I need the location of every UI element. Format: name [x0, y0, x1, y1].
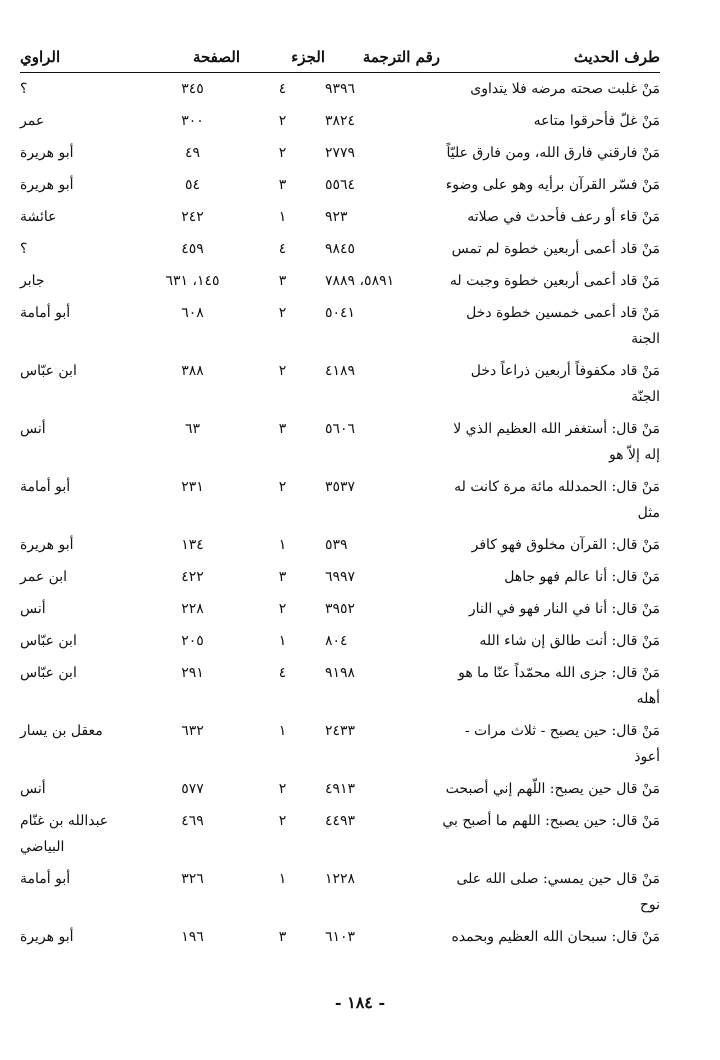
cell-tarjama: ٤٤٩٣: [325, 813, 356, 829]
cell-rawi: عمر: [20, 113, 45, 129]
cell-tarjama: ٣٥٣٧: [325, 479, 356, 495]
cell-hadith: مَنْ قال: الحمدلله مائة مرة كانت له مثل: [454, 479, 660, 521]
table-row: [20, 105, 660, 137]
cell-rawi: أنس: [20, 781, 46, 797]
cell-juz: ٢: [278, 305, 287, 321]
cell-rawi: أنس: [20, 421, 46, 437]
cell-hadith: مَنْ غلّ فأحرقوا متاعه: [533, 113, 660, 129]
page-number: - ١٨٤ -: [334, 993, 386, 1012]
cell-safha: ٦٣٢: [181, 723, 204, 739]
cell-hadith: مَنْ قال: أستغفر الله العظيم الذي لا إله إلاّ هو: [453, 421, 660, 463]
cell-tarjama: ٩١٩٨: [325, 665, 356, 681]
cell-safha: ٥٤: [184, 177, 201, 193]
cell-safha: ٢٠٥: [181, 633, 204, 649]
table-row: [20, 529, 660, 561]
cell-tarjama: ٣٨٢٤: [325, 113, 356, 129]
cell-juz: ٢: [278, 145, 287, 161]
cell-hadith: مَنْ قال: جزى الله محمّداً عنّا ما هو أهله: [458, 665, 660, 707]
cell-juz: ٤: [278, 665, 287, 681]
cell-safha: ٤٩: [184, 145, 201, 161]
cell-hadith: مَنْ قال: حين يصبح: اللهم ما أصبح بي: [442, 813, 660, 829]
cell-hadith: مَنْ قال: أنا في النار فهو في النار: [468, 601, 660, 617]
cell-juz: ١: [278, 871, 287, 887]
cell-hadith: مَنْ قاد أعمى أربعين خطوة لم تمس: [451, 241, 660, 257]
cell-tarjama: ٣٩٥٢: [325, 601, 356, 617]
table-row: [20, 657, 660, 715]
cell-rawi: ابن عبّاس: [20, 633, 77, 649]
cell-tarjama: ١٢٢٨: [325, 871, 356, 887]
header-row: [20, 44, 660, 73]
table-body: [20, 73, 660, 954]
table-row: [20, 863, 660, 921]
cell-hadith: مَنْ فسّر القرآن برأيه وهو على وضوء: [445, 177, 660, 193]
cell-juz: ١: [278, 537, 287, 553]
cell-tarjama: ٢٤٣٣: [325, 723, 356, 739]
cell-hadith: مَنْ قاد مكفوفاً أربعين ذراعاً دخل الجنّة: [470, 363, 660, 405]
hadith-index-table: [20, 44, 660, 953]
cell-juz: ٢: [278, 363, 287, 379]
cell-tarjama: ٥٦٠٦: [325, 421, 356, 437]
cell-hadith: مَنْ فارقني فارق الله، ومن فارق عليّاً: [446, 145, 660, 161]
cell-safha: ٦٣: [184, 421, 201, 437]
cell-rawi: أنس: [20, 601, 46, 617]
cell-tarjama: ٥٨٩١، ٧٨٨٩: [325, 273, 395, 289]
cell-safha: ٢٤٢: [181, 209, 204, 225]
cell-hadith: مَنْ قاد أعمى أربعين خطوة وجبت له: [449, 273, 660, 289]
cell-juz: ٣: [278, 929, 287, 945]
cell-hadith: مَنْ قال حين يمسي: صلى الله على نوح: [456, 871, 660, 913]
header-juz: الجزء: [240, 44, 325, 73]
cell-hadith: مَنْ غلبت صحته مرضه فلا يتداوى: [470, 81, 660, 97]
cell-juz: ٣: [278, 421, 287, 437]
cell-rawi: ابن عبّاس: [20, 665, 77, 681]
table-row: [20, 921, 660, 953]
table-row: [20, 233, 660, 265]
cell-safha: ٢٩١: [181, 665, 204, 681]
cell-juz: ٣: [278, 273, 287, 289]
cell-juz: ٢: [278, 601, 287, 617]
cell-tarjama: ٩٣٩٦: [325, 81, 356, 97]
cell-safha: ٣٠٠: [181, 113, 204, 129]
table-row: [20, 805, 660, 863]
cell-tarjama: ٦١٠٣: [325, 929, 356, 945]
cell-tarjama: ٦٩٩٧: [325, 569, 356, 585]
table-row: [20, 715, 660, 773]
cell-hadith: مَنْ قال: أنت طالق إن شاء الله: [479, 633, 660, 649]
header-tarjama: رقم الترجمة: [325, 44, 440, 73]
cell-juz: ١: [278, 723, 287, 739]
cell-tarjama: ٥٥٦٤: [325, 177, 356, 193]
cell-rawi: أبو هريرة: [20, 177, 74, 193]
cell-juz: ٢: [278, 813, 287, 829]
cell-safha: ١٤٥، ٦٣١: [165, 273, 220, 289]
cell-safha: ٢٢٨: [181, 601, 204, 617]
cell-safha: ٣٢٦: [181, 871, 204, 887]
cell-rawi: أبو هريرة: [20, 929, 74, 945]
cell-safha: ١٩٦: [181, 929, 204, 945]
cell-juz: ١: [278, 633, 287, 649]
cell-safha: ٤٥٩: [181, 241, 204, 257]
cell-rawi: أبو أمامة: [20, 479, 71, 495]
header-rawi: الراوي: [20, 44, 145, 73]
table-row: [20, 471, 660, 529]
cell-rawi: معقل بن يسار: [20, 723, 103, 739]
header-hadith: طرف الحديث: [440, 44, 660, 73]
cell-rawi: ؟: [20, 81, 28, 97]
cell-juz: ٤: [278, 241, 287, 257]
table-row: [20, 169, 660, 201]
cell-tarjama: ٤٩١٣: [325, 781, 356, 797]
cell-tarjama: ٥٣٩: [325, 537, 348, 553]
cell-hadith: مَنْ قال: القرآن مخلوق فهو كافر: [471, 537, 660, 553]
table-row: [20, 561, 660, 593]
cell-rawi: أبو هريرة: [20, 537, 74, 553]
table-row: [20, 773, 660, 805]
cell-rawi: ؟: [20, 241, 28, 257]
cell-rawi: ابن عمر: [20, 569, 68, 585]
cell-juz: ٢: [278, 479, 287, 495]
cell-juz: ٤: [278, 81, 287, 97]
cell-safha: ٣٨٨: [181, 363, 204, 379]
table-row: [20, 413, 660, 471]
cell-rawi: أبو أمامة: [20, 871, 71, 887]
table-row: [20, 265, 660, 297]
table-row: [20, 73, 660, 106]
cell-tarjama: ٢٧٧٩: [325, 145, 356, 161]
cell-hadith: مَنْ قال: حين يصبح - ثلاث مرات - أعوذ: [464, 723, 660, 765]
cell-tarjama: ٩٢٣: [325, 209, 348, 225]
cell-safha: ٢٣١: [181, 479, 204, 495]
cell-rawi: عائشة: [20, 209, 57, 225]
table-row: [20, 355, 660, 413]
cell-hadith: مَنْ قال حين يصبح: اللّهم إني أصبحت: [445, 781, 660, 797]
cell-tarjama: ٤١٨٩: [325, 363, 356, 379]
cell-juz: ٢: [278, 113, 287, 129]
cell-juz: ٣: [278, 177, 287, 193]
cell-safha: ٤٢٢: [181, 569, 204, 585]
cell-safha: ١٣٤: [181, 537, 204, 553]
cell-safha: ٤٦٩: [181, 813, 204, 829]
table-row: [20, 297, 660, 355]
cell-tarjama: ٨٠٤: [325, 633, 348, 649]
cell-juz: ٢: [278, 781, 287, 797]
header-safha: الصفحة: [145, 44, 240, 73]
table-row: [20, 625, 660, 657]
cell-safha: ٥٧٧: [181, 781, 204, 797]
cell-rawi: أبو أمامة: [20, 305, 71, 321]
cell-rawi: عبدالله بن غنّام البياضي: [20, 813, 109, 855]
table-row: [20, 593, 660, 625]
cell-hadith: مَنْ قاد أعمى خمسين خطوة دخل الجنة: [466, 305, 660, 347]
cell-safha: ٣٤٥: [181, 81, 204, 97]
cell-juz: ٣: [278, 569, 287, 585]
cell-rawi: جابر: [20, 273, 45, 289]
cell-hadith: مَنْ قال: سبحان الله العظيم وبحمده: [451, 929, 660, 945]
cell-hadith: مَنْ قال: أنا عالم فهو جاهل: [504, 569, 660, 585]
cell-juz: ١: [278, 209, 287, 225]
cell-rawi: أبو هريرة: [20, 145, 74, 161]
cell-tarjama: ٩٨٤٥: [325, 241, 356, 257]
cell-hadith: مَنْ قاء أو رعف فأحدث في صلاته: [467, 209, 660, 225]
cell-safha: ٦٠٨: [181, 305, 204, 321]
cell-tarjama: ٥٠٤١: [325, 305, 356, 321]
table-row: [20, 201, 660, 233]
cell-rawi: ابن عبّاس: [20, 363, 77, 379]
table-row: [20, 137, 660, 169]
